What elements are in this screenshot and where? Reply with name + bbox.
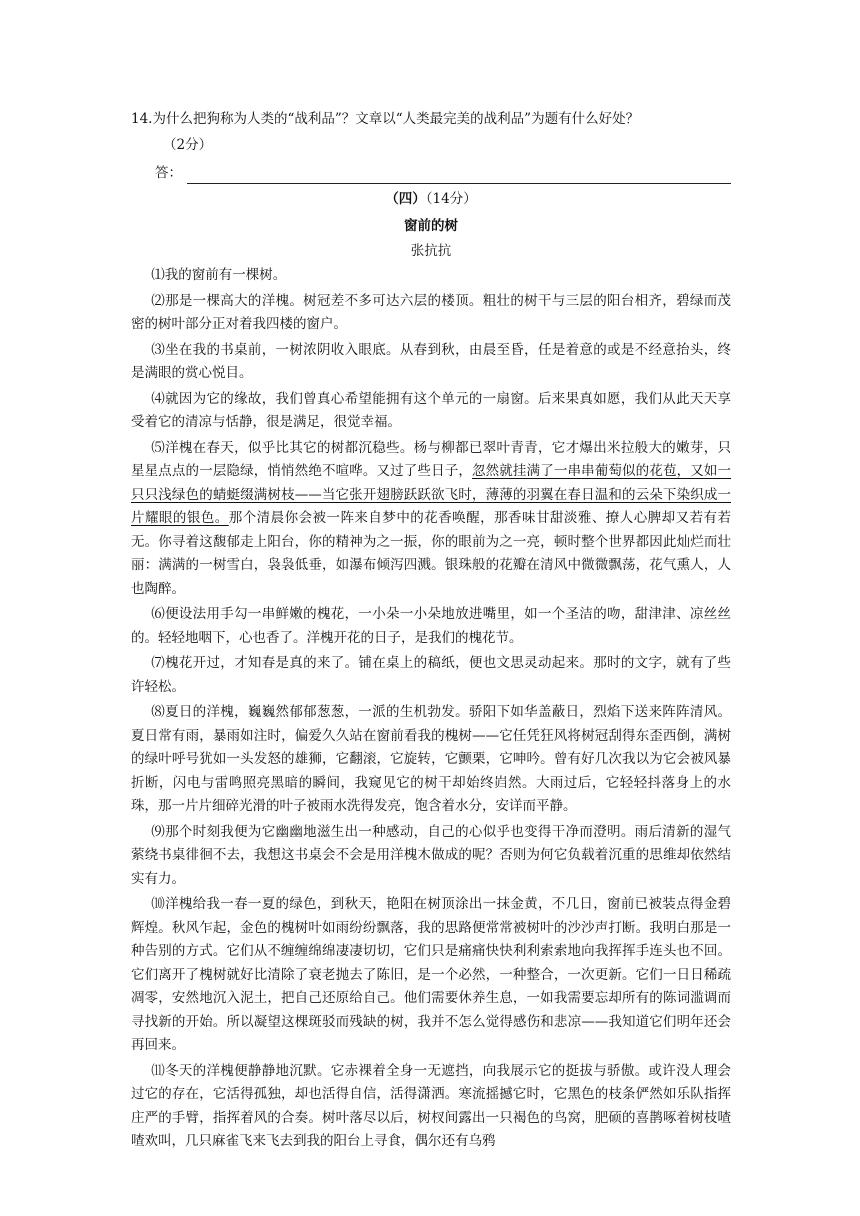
paragraph-number: ⑶: [151, 341, 166, 358]
paragraph-text: 坐在我的书桌前，一树浓阴收入眼底。从春到秋，由晨至昏，任是着意的或是不经意抬头，终是满眼的赏心悦目。: [131, 341, 732, 381]
section-score: （14分）: [425, 191, 477, 207]
paragraph-number: ⑼: [151, 823, 166, 840]
section-label: （四）: [385, 191, 426, 207]
paragraph-4: [131, 388, 731, 435]
paragraph-text: 便设法用手勾一串鲜嫩的槐花，一小朵一小朵地放进嘴里，如一个圣洁的吻，甜津津、凉丝丝的。轻轻地咽下，心也香了。洋槐开花的日子，是我们的槐花节。: [131, 606, 732, 646]
answer-row: [131, 160, 731, 184]
paragraph-text: 就因为它的缘故，我们曾真心希望能拥有这个单元的一扇窗。后来果真如愿，我们从此天天享受着它的清凉与恬静，很是满足，很觉幸福。: [131, 390, 732, 430]
paragraph-number: ⑷: [151, 390, 166, 407]
paragraph-6: [131, 603, 731, 650]
paragraph-text: 我的窗前有一棵树。: [164, 267, 287, 283]
paragraph-text-pre: 洋槐在春天，似乎比其它的树都沉稳些。杨与柳都已翠叶青青，它才爆出米拉般大的嫩芽，只星星点点的一层隐绿，悄悄然绝不喧哗。又过了些日子，: [131, 439, 732, 479]
paragraph-9: [131, 821, 731, 892]
answer-label: 答：: [155, 165, 182, 181]
paragraph-2: [131, 290, 731, 337]
content-area: [131, 108, 731, 1154]
article-author: 张抗抗: [410, 243, 452, 259]
question-14-text: 14.为什么把狗称为人类的“战利品”？文章以“人类最完美的战利品”为题有什么好处？: [131, 111, 640, 127]
paragraph-number: ⑻: [151, 704, 166, 720]
paragraph-number: ⑹: [151, 606, 166, 622]
answer-line[interactable]: [187, 165, 731, 184]
paragraph-number: ⑽: [151, 896, 166, 912]
paragraph-7: [131, 652, 731, 699]
paragraph-text: 夏日的洋槐，巍巍然郁郁葱葱，一派的生机勃发。骄阳下如华盖蔽日，烈焰下送来阵阵清风。夏日常有雨，暴雨如注时，偏爱久久站在窗前看我的槐树——它任凭狂风将树冠刮得东歪西倒，满树的绿叶呼号犹如一头发怒的雄狮，它翻滚，它旋转，它颤栗，它呻吟。曾有好几次我以为它会被风暴折断，闪电与雷鸣照亮黑暗的瞬间，我窥见它的树干却始终岿然。大雨过后，它轻轻抖落身上的水珠，那一片片细碎光滑的叶子被雨水洗得发亮，饱含着水分，安详而平静。: [131, 704, 732, 814]
paragraph-5: [131, 437, 731, 602]
question-14-score: （2分）: [163, 137, 213, 153]
paragraph-10: [131, 893, 731, 1058]
paragraph-text: 那个时刻我便为它幽幽地滋生出一种感动，自己的心似乎也变得干净而澄明。雨后清新的湿气萦绕书桌徘徊不去，我想这书桌会不会是用洋槐木做成的呢？否则为何它负载着沉重的思维却依然结实有力。: [131, 823, 732, 887]
paragraph-text: 那是一棵高大的洋槐。树冠差不多可达六层的楼顶。粗壮的树干与三层的阳台相齐，碧绿而茂密的树叶部分正对着我四楼的窗户。: [131, 292, 732, 332]
paragraph-text: 冬天的洋槐便静静地沉默。它赤裸着全身一无遮挡，向我展示它的挺拔与骄傲。或许没人理会过它的存在，它活得孤独，却也活得自信，活得潇洒。寒流摇撼它时，它黑色的枝条俨然如乐队指挥庄严的手臂，指挥着风的合奏。树叶落尽以后，树杈间露出一只褐色的鸟窝，肥硕的喜鹊啄着树枝喳喳欢叫，几只麻雀飞来飞去到我的阳台上寻食，偶尔还有乌鸦: [131, 1062, 732, 1149]
paragraph-number: ⑺: [151, 655, 166, 671]
paragraph-text: 洋槐给我一春一夏的绿色，到秋天，艳阳在树顶涂出一抹金黄，不几日，窗前已被装点得金碧辉煌。秋风乍起，金色的槐树叶如雨纷纷飘落，我的思路便常常被树叶的沙沙声打断。我明白那是一种告别的方式。它们从不缠缠绵绵凄凄切切，它们只是痛痛快快利利索索地向我挥挥手连头也不回。它们离开了槐树就好比清除了衰老抛去了陈旧，是一个必然，一种整合，一次更新。它们一日日稀疏凋零，安然地沉入泥土，把自己还原给自己。他们需要休养生息，一如我需要忘却所有的陈词滥调而寻找新的开始。所以凝望这棵斑驳而残缺的树，我并不怎么觉得感伤和悲凉——我知道它们明年还会再回来。: [131, 896, 732, 1053]
section-heading: [131, 188, 731, 210]
paragraph-number: ⑸: [151, 439, 166, 456]
paragraph-number: ⑵: [151, 292, 166, 309]
paragraph-8: [131, 701, 731, 819]
paragraph-1: [131, 264, 731, 288]
paragraph-3: [131, 339, 731, 386]
paragraph-number: ⑴: [151, 267, 165, 283]
paragraph-text-post: 那个清晨你会被一阵来自梦中的花香唤醒，那香味甘甜淡雅、撩人心脾却又若有若无。你寻着这馥郁走上阳台，你的精神为之一振，你的眼前为之一亮，顿时整个世界都因此灿烂而壮丽：满满的一树雪白，袅袅低垂，如瀑布倾泻四溅。银珠般的花瓣在清风中微微飘荡，花气熏人，人也陶醉。: [131, 510, 731, 597]
article-title: 窗前的树: [404, 218, 458, 234]
underlined-passage: 忽然就挂满了一串串葡萄似的花苞，又如一只只浅绿色的蜻蜓缀满树枝——当它张开翅膀跃跃欲飞时，薄薄的羽翼在春日温和的云朵下染织成一片耀眼的银色。: [131, 463, 732, 526]
paragraph-11: [131, 1060, 731, 1154]
paragraph-number: ⑾: [151, 1062, 166, 1079]
paragraph-text: 槐花开过，才知春是真的来了。铺在桌上的稿纸，便也文思灵动起来。那时的文字，就有了些许轻松。: [131, 655, 732, 695]
